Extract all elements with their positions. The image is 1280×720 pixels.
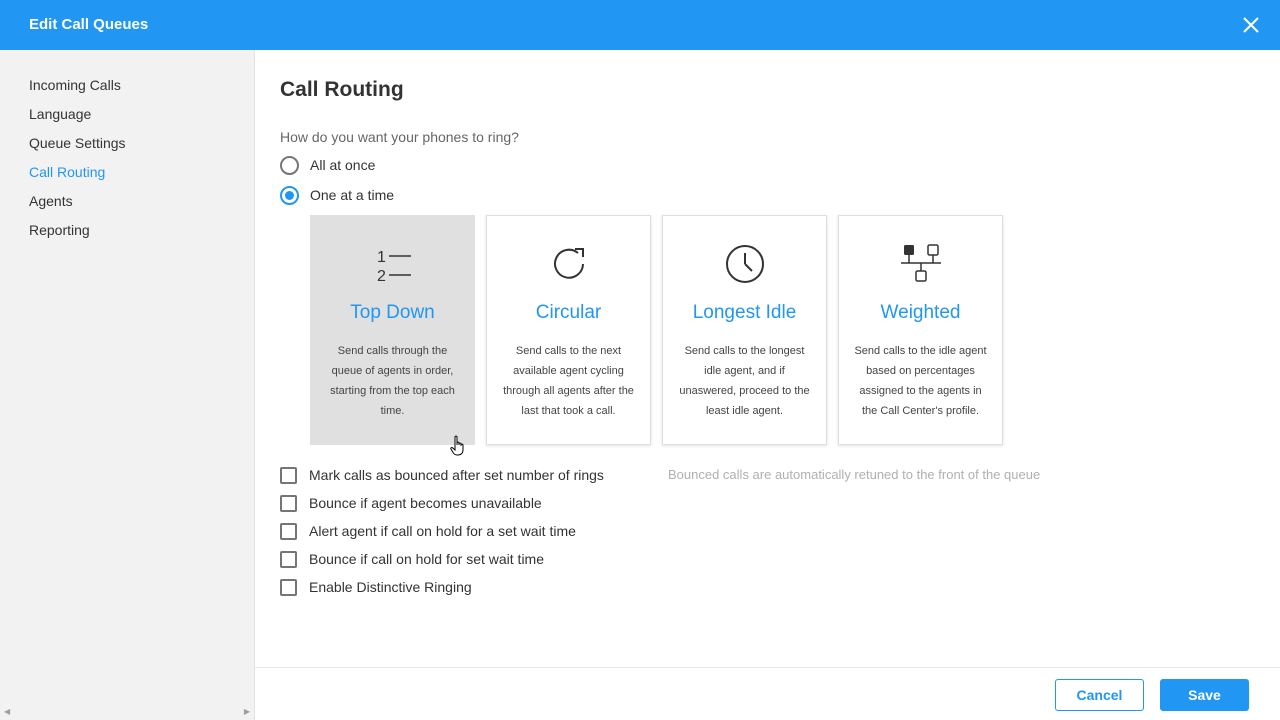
checkbox[interactable] [280, 551, 297, 568]
sidebar-item-incoming-calls[interactable]: Incoming Calls [29, 77, 121, 93]
sidebar-item-call-routing[interactable]: Call Routing [29, 164, 106, 180]
bounce-hint: Bounced calls are automatically retuned to the front of the queue [668, 467, 1041, 482]
dialog-title: Edit Call Queues [29, 16, 149, 33]
clock-icon [723, 242, 767, 286]
checkbox-label: Alert agent if call on hold for a set wait time [309, 523, 576, 539]
card-description: Send calls to the idle agent based on percentages assigned to the agents in the Call Center's profile. [854, 345, 987, 417]
sidebar-item-agents[interactable]: Agents [29, 193, 73, 209]
routing-card-weighted[interactable] [838, 215, 1003, 445]
card-title: Weighted [880, 302, 961, 323]
checkbox-label: Mark calls as bounced after set number of rings [309, 467, 604, 483]
scroll-left-icon[interactable]: ◀ [4, 707, 11, 716]
org-chart-icon [899, 242, 943, 286]
save-button[interactable]: Save [1160, 679, 1249, 711]
checkbox-label: Bounce if call on hold for set wait time [309, 551, 545, 567]
checkbox[interactable] [280, 467, 297, 484]
close-icon[interactable] [1238, 12, 1264, 38]
sidebar-item-language[interactable]: Language [29, 106, 92, 122]
sidebar-item-queue-settings[interactable]: Queue Settings [29, 135, 126, 151]
routing-card-longest-idle[interactable] [662, 215, 827, 445]
radio-all-at-once[interactable] [280, 155, 375, 175]
radio-button-checked[interactable] [280, 186, 299, 205]
option-alert-hold[interactable] [280, 522, 576, 540]
radio-one-at-a-time[interactable] [280, 185, 394, 205]
sidebar-item-reporting[interactable]: Reporting [29, 222, 90, 238]
option-bounce-hold[interactable] [280, 550, 544, 568]
routing-card-circular[interactable] [486, 215, 651, 445]
cancel-button[interactable]: Cancel [1055, 679, 1144, 711]
page-title: Call Routing [280, 78, 404, 101]
checkbox-label: Bounce if agent becomes unavailable [309, 495, 542, 511]
ordered-list-number: 2 [376, 268, 386, 285]
option-mark-bounced[interactable] [280, 466, 604, 484]
card-description: Send calls through the queue of agents in order, starting from the top each time. [330, 345, 455, 417]
radio-label: One at a time [310, 187, 395, 203]
checkbox[interactable] [280, 579, 297, 596]
radio-button[interactable] [280, 156, 299, 175]
card-title: Longest Idle [692, 302, 797, 323]
sidebar [0, 50, 255, 720]
main-content [255, 50, 1280, 720]
dialog-header [0, 0, 1280, 50]
ring-question: How do you want your phones to ring? [280, 129, 519, 145]
checkbox-label: Enable Distinctive Ringing [309, 579, 472, 595]
checkbox[interactable] [280, 523, 297, 540]
card-description: Send calls to the next available agent cycling through all agents after the last that took a call. [503, 345, 634, 417]
ordered-list-number: 1 [376, 249, 386, 266]
routing-card-top-down[interactable] [310, 215, 475, 445]
option-bounce-unavailable[interactable] [280, 494, 542, 512]
radio-label: All at once [310, 157, 376, 173]
ordered-list-icon [371, 242, 415, 286]
option-distinctive-ringing[interactable] [280, 578, 472, 596]
card-description: Send calls to the longest idle agent, and if unaswered, proceed to the least idle agent. [679, 345, 810, 417]
scroll-right-icon[interactable]: ▶ [243, 707, 250, 716]
checkbox[interactable] [280, 495, 297, 512]
footer-divider [255, 667, 1280, 668]
card-title: Circular [535, 302, 602, 323]
card-title: Top Down [350, 302, 435, 323]
hand-cursor-icon [450, 435, 466, 457]
circular-arrow-icon [547, 242, 591, 286]
